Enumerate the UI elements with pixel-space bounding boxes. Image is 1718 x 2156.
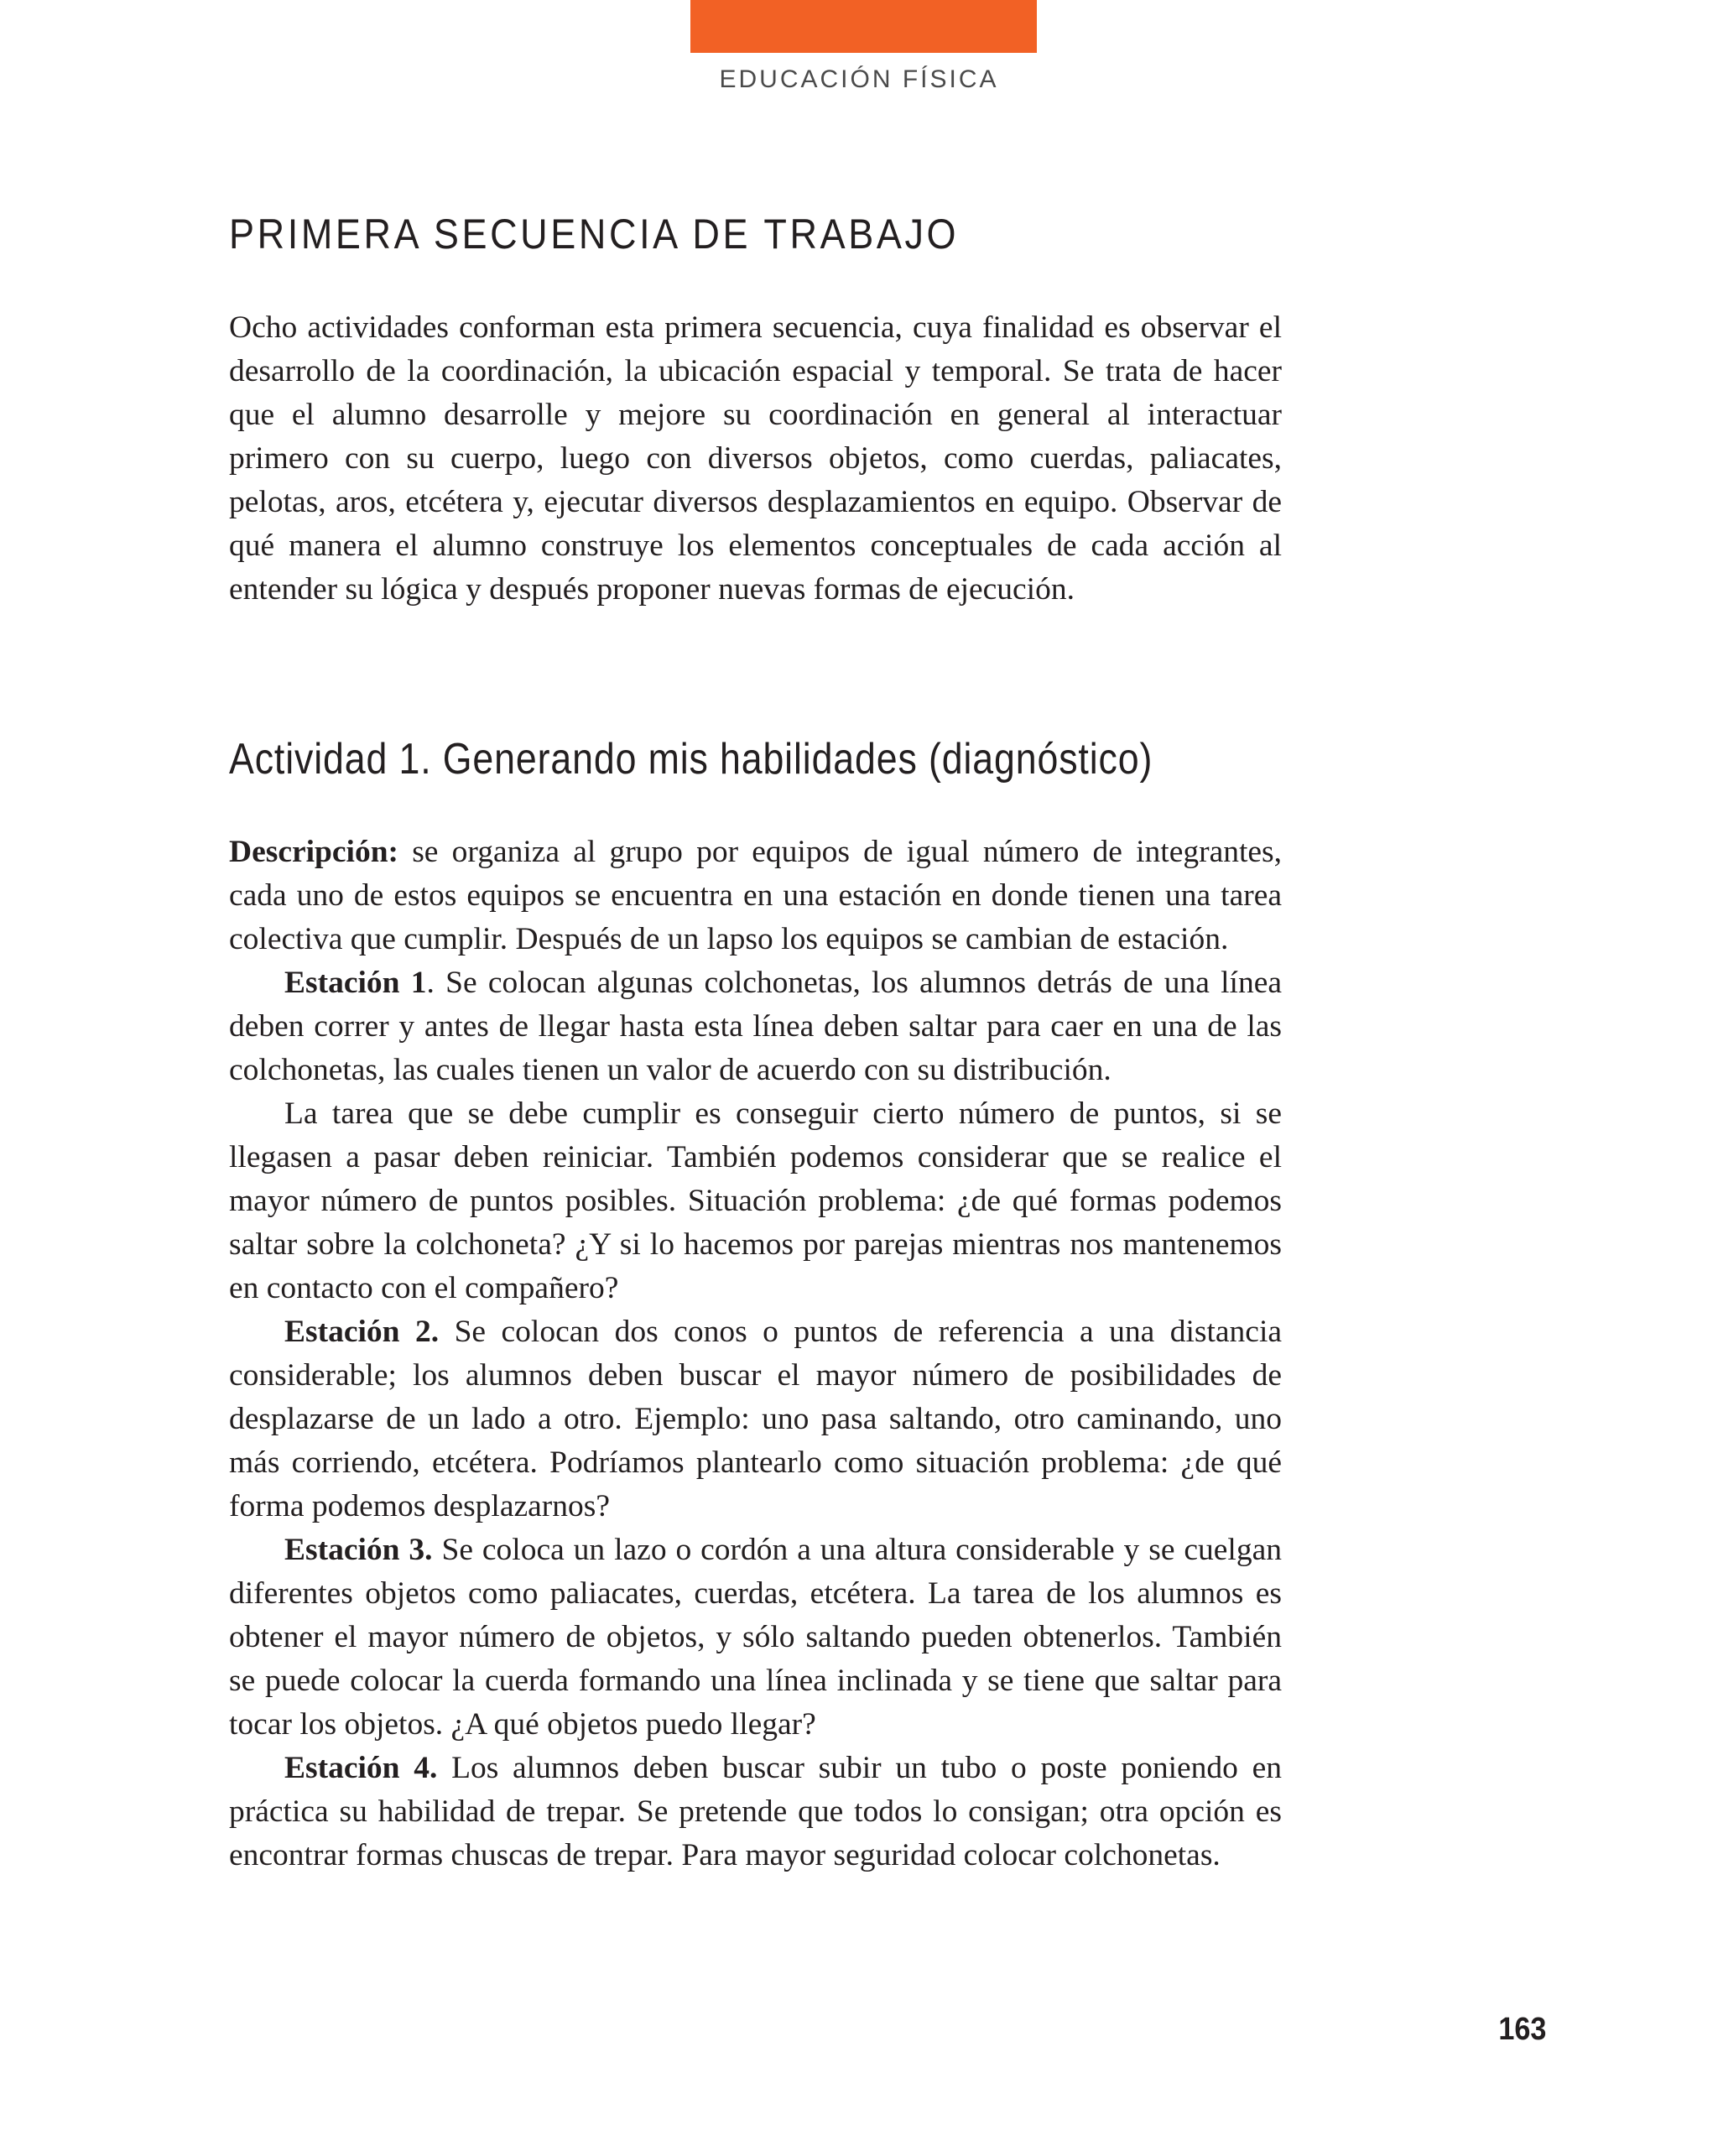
running-head: EDUCACIÓN FÍSICA [719,65,999,93]
station-3-paragraph [229,1528,1282,1747]
page-number: 163 [1497,2012,1546,2047]
section-title: PRIMERA SECUENCIA DE TRABAJO [229,211,960,258]
paragraph-text: La tarea que se debe cumplir es conseguir cierto número de puntos, si se llegasen a pasar deben reiniciar. También podemos considerar que se realice el mayor número de puntos posibles. Situación problema: ¿de qué formas podemos saltar sobre la colchoneta? ¿Y si lo hacemos por parejas mientras nos mantenemos en contacto con el compañero? [229,1096,1282,1305]
paragraph-lead: Estación 2. [284,1315,440,1349]
station-1-paragraph [229,961,1282,1092]
paragraph-lead: Descripción: [229,835,399,869]
paragraph-lead: Estación 4. [284,1751,438,1785]
paragraph-text: Se coloca un lazo o cordón a una altura considerable y se cuelgan diferentes objetos como paliacates, cuerdas, etcétera. La tarea de los alumnos es obtener el mayor número de objetos, y sólo saltando pueden obtenerlos. También se puede colocar la cuerda formando una línea inclinada y se tiene que saltar para tocar los objetos. ¿A qué objetos puedo llegar? [229,1533,1282,1742]
paragraph-text: Los alumnos deben buscar subir un tubo o poste poniendo en práctica su habilidad de trepar. Se pretende que todos lo consigan; otra opción es encontrar formas chuscas de trepar. Para mayor seguridad colocar colchonetas. [229,1751,1282,1872]
paragraph-text: Se colocan dos conos o puntos de referencia a una distancia considerable; los alumnos deben buscar el mayor número de posibilidades de desplazarse de un lado a otro. Ejemplo: uno pasa saltando, otro caminando, uno más corriendo, etcétera. Podríamos plantearlo como situación problema: ¿de qué forma podemos desplazarnos? [229,1315,1283,1523]
station-4-paragraph [229,1747,1282,1877]
header-accent-bar [690,0,1037,53]
intro-paragraph: Ocho actividades conforman esta primera secuencia, cuya finalidad es observar el desarrollo de la coordinación, la ubicación espacial y temporal. Se trata de hacer que el alumno desarrolle y mejore su coordinación en general al interactuar primero con su cuerpo, luego con diversos objetos, como cuerdas, paliacates, pelotas, aros, etcétera y, ejecutar diversos desplazamientos en equipo. Observar de qué manera el alumno construye los elementos conceptuales de cada acción al entender su lógica y después proponer nuevas formas de ejecución. [229,310,1282,607]
paragraph-text: se organiza al grupo por equipos de igual número de integrantes, cada uno de estos equipos se encuentra en una estación en donde tienen una tarea colectiva que cumplir. Después de un lapso los equipos se cambian de estación. [229,835,1282,956]
paragraph-lead: Estación 1 [284,966,427,1000]
activity-body [229,831,1282,1877]
activity-title: Actividad 1. Generando mis habilidades (diagnóstico) [229,735,1153,784]
task-paragraph [229,1092,1282,1310]
station-2-paragraph [229,1310,1282,1528]
description-paragraph [229,831,1282,961]
paragraph-text: . Se colocan algunas colchonetas, los alumnos detrás de una línea deben correr y antes de llegar hasta esta línea deben saltar para caer en una de las colchonetas, las cuales tienen un valor de acuerdo con su distribución. [229,966,1283,1087]
paragraph-lead: Estación 3. [284,1533,433,1567]
